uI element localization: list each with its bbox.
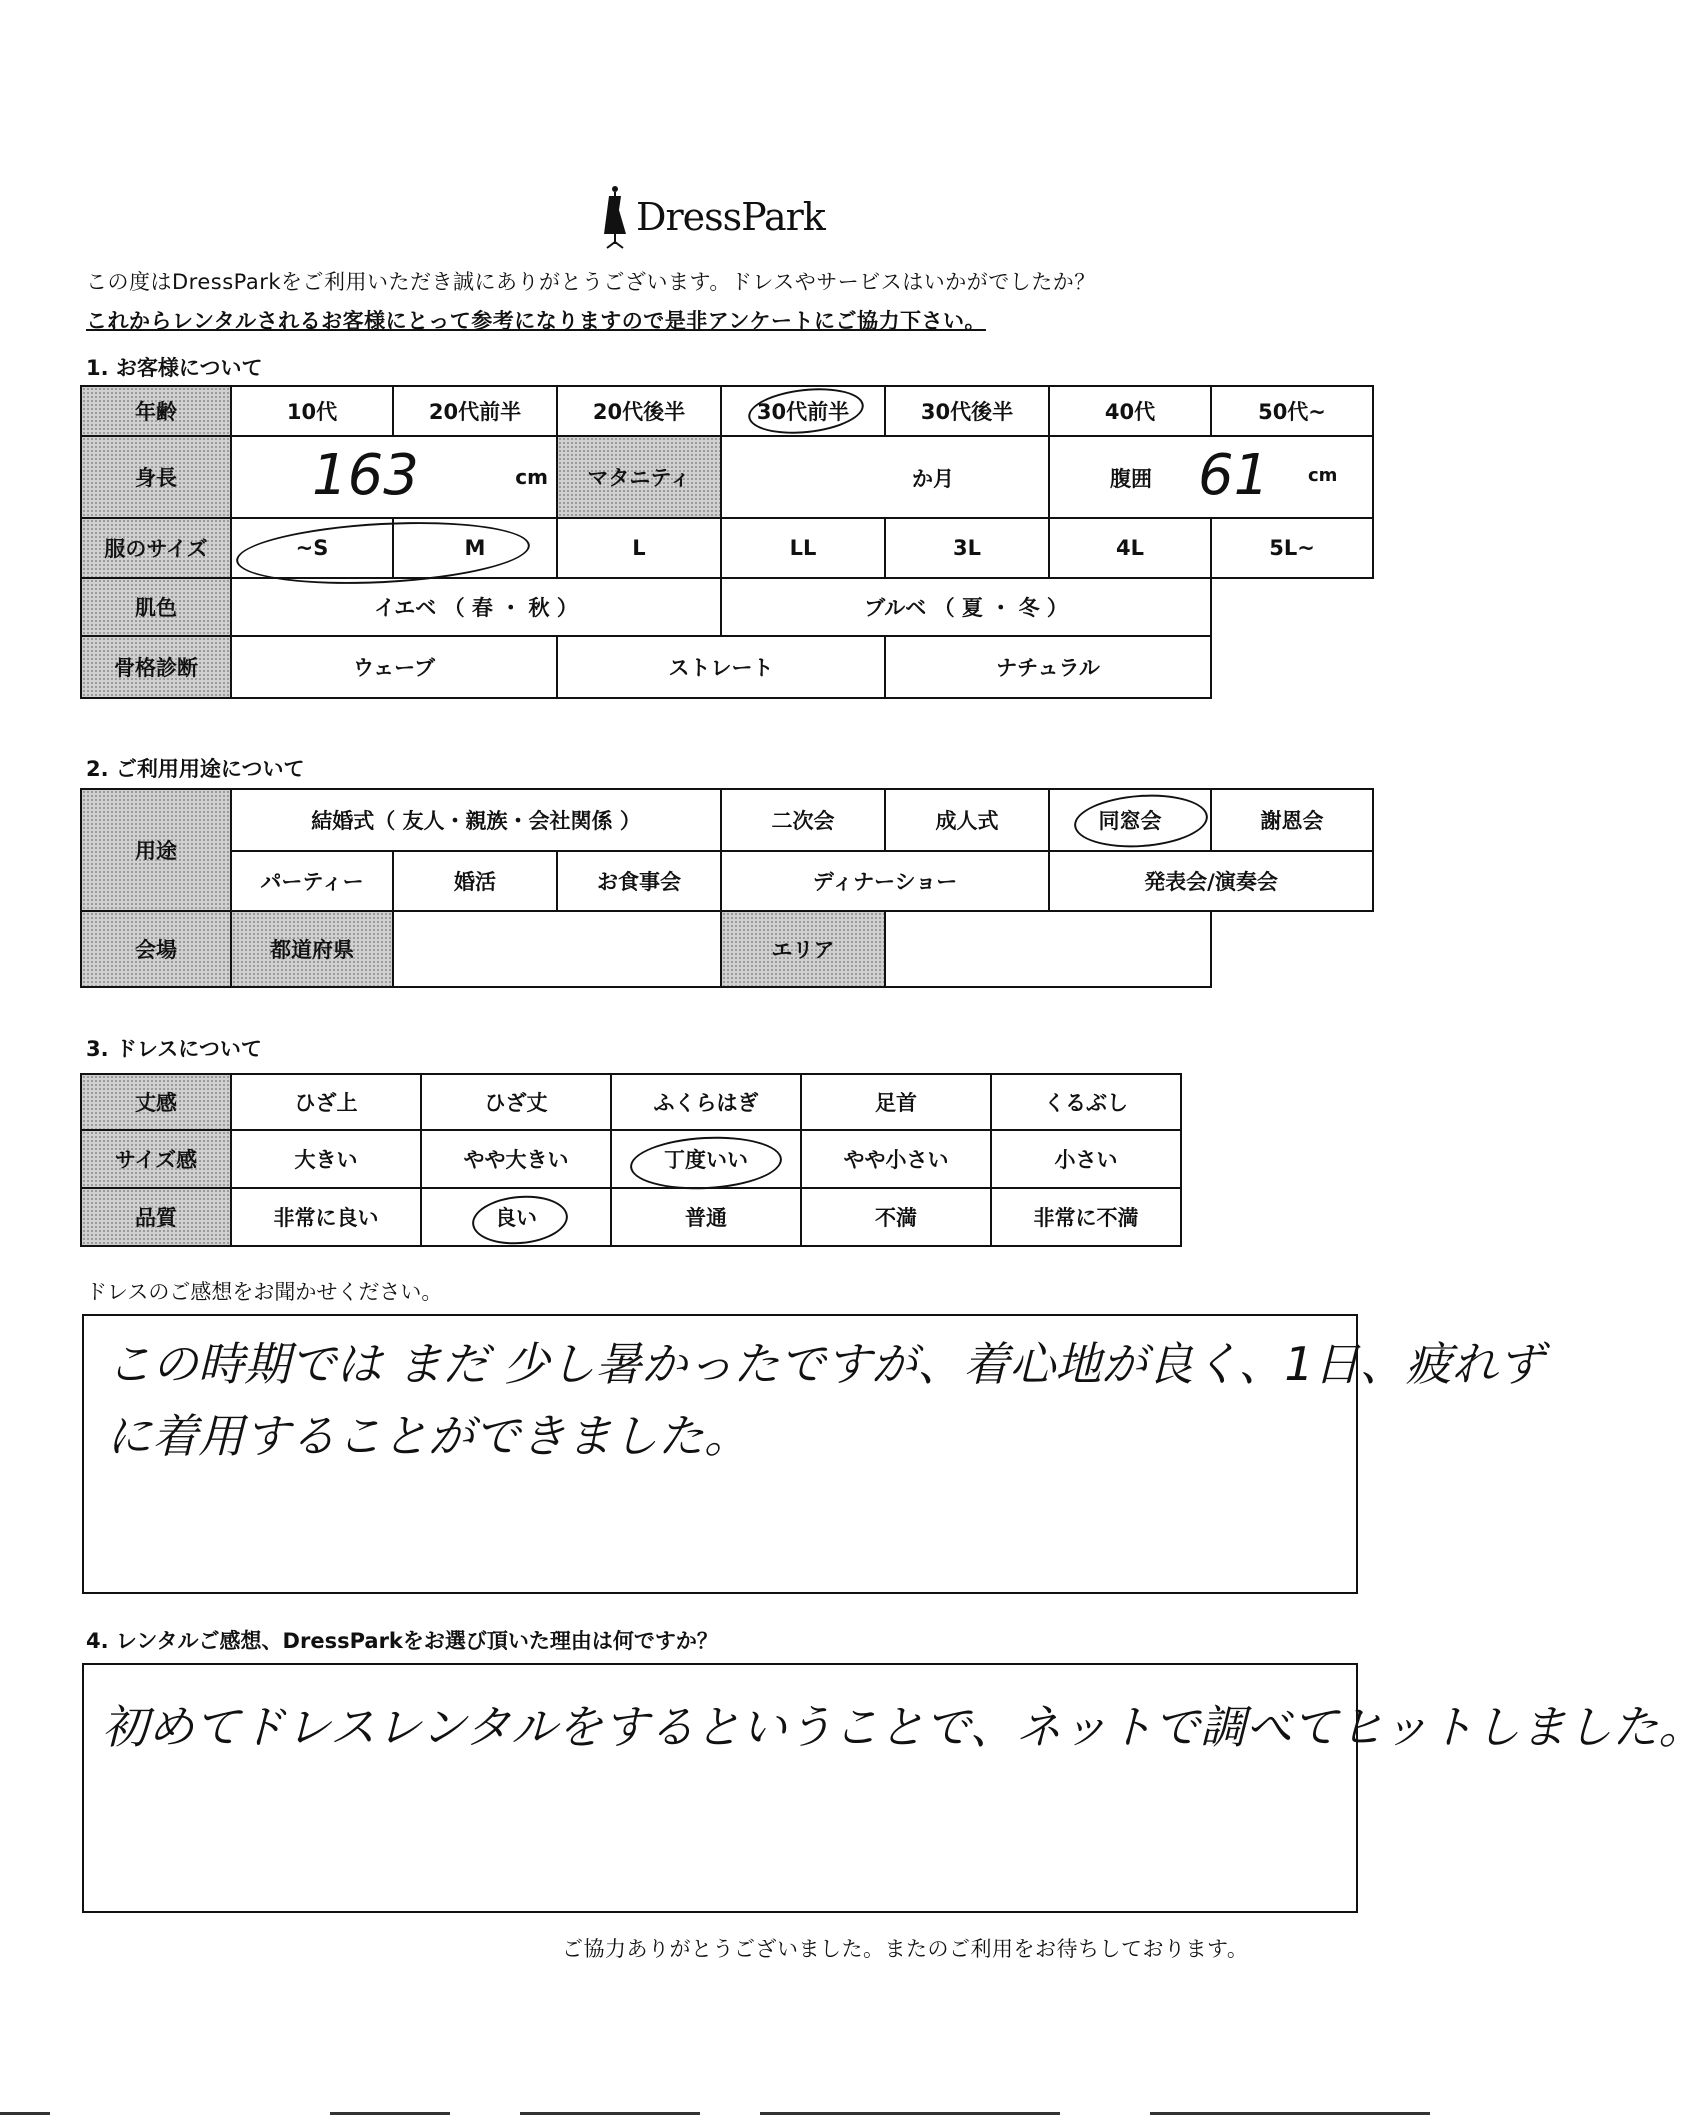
skeleton-label: 骨格診断	[81, 636, 231, 698]
skin-label: 肌色	[81, 578, 231, 636]
age-option[interactable]: 50代~	[1211, 386, 1373, 436]
reason-box[interactable]	[82, 1663, 1704, 1913]
fit-option[interactable]: 大きい	[231, 1130, 421, 1188]
size-option[interactable]: LL	[721, 518, 885, 578]
comment-box[interactable]	[82, 1314, 1544, 1594]
age-label: 年齢	[81, 386, 231, 436]
scan-mark	[760, 2112, 1060, 2115]
quality-option[interactable]: 非常に不満	[991, 1188, 1181, 1246]
scan-mark	[0, 2112, 50, 2115]
waist-value: 61	[1198, 443, 1270, 508]
age-option[interactable]: 30代後半	[885, 386, 1049, 436]
skeleton-option[interactable]: ウェーブ	[231, 636, 557, 698]
height-cell[interactable]	[231, 436, 557, 518]
size-option[interactable]: 5L~	[1211, 518, 1373, 578]
age-option[interactable]: 20代後半	[557, 386, 721, 436]
purpose-label: 用途	[81, 789, 231, 911]
section4-title: 4. レンタルご感想、DressParkをお選び頂いた理由は何ですか？	[86, 1629, 718, 1653]
quality-label: 品質	[81, 1188, 231, 1246]
purpose-option[interactable]: 二次会	[721, 789, 885, 851]
age-option[interactable]: 20代前半	[393, 386, 557, 436]
age-option-selected[interactable]: 30代前半	[721, 386, 885, 436]
purpose-option[interactable]: 成人式	[885, 789, 1049, 851]
scan-mark	[330, 2112, 450, 2115]
skeleton-option[interactable]: ナチュラル	[885, 636, 1211, 698]
size-label: 服のサイズ	[81, 518, 231, 578]
area-field[interactable]	[885, 911, 1211, 987]
scan-mark	[1150, 2112, 1430, 2115]
comment-line: に着用することができました。	[106, 1409, 750, 1463]
skeleton-option[interactable]: ストレート	[557, 636, 885, 698]
fit-option[interactable]: やや大きい	[421, 1130, 611, 1188]
height-label: 身長	[81, 436, 231, 518]
fit-option[interactable]: やや小さい	[801, 1130, 991, 1188]
size-option-selected[interactable]: ~S	[231, 518, 393, 578]
fit-label: サイズ感	[81, 1130, 231, 1188]
fit-option-selected[interactable]: 丁度いい	[611, 1130, 801, 1188]
purpose-option[interactable]: 謝恩会	[1211, 789, 1373, 851]
waist-unit: cm	[1308, 465, 1338, 486]
logo	[600, 182, 825, 252]
logo-text: DressPark	[636, 195, 825, 239]
waist-cell[interactable]	[1049, 436, 1373, 518]
purpose-option[interactable]: 結婚式（ 友人・親族・会社関係 ）	[231, 789, 721, 851]
maternity-unit: か月	[912, 467, 954, 491]
section3-title: 3. ドレスについて	[86, 1037, 262, 1061]
intro-text: この度はDressParkをご利用いただき誠にありがとうございます。ドレスやサービスはいかがでしたか？	[86, 270, 1096, 294]
length-label: 丈感	[81, 1074, 231, 1130]
skin-blue[interactable]: ブルベ （ 夏 ・ 冬 ）	[721, 578, 1211, 636]
purpose-option[interactable]: お食事会	[557, 851, 721, 911]
length-option[interactable]: ひざ上	[231, 1074, 421, 1130]
purpose-option[interactable]: 婚活	[393, 851, 557, 911]
quality-option[interactable]: 不満	[801, 1188, 991, 1246]
dress-mannequin-icon	[600, 184, 630, 250]
intro-request: これからレンタルされるお客様にとって参考になりますので是非アンケートにご協力下さい。	[86, 309, 986, 333]
length-option[interactable]: くるぶし	[991, 1074, 1181, 1130]
height-value: 163	[312, 443, 419, 508]
prefecture-field[interactable]	[393, 911, 721, 987]
size-option[interactable]: 4L	[1049, 518, 1211, 578]
scan-mark	[520, 2112, 700, 2115]
height-unit: cm	[515, 465, 548, 489]
purpose-option[interactable]: 発表会/演奏会	[1049, 851, 1373, 911]
section2-title: 2. ご利用用途について	[86, 757, 305, 781]
age-option[interactable]: 40代	[1049, 386, 1211, 436]
skin-yellow[interactable]: イエベ （ 春 ・ 秋 ）	[231, 578, 721, 636]
prefecture-label: 都道府県	[231, 911, 393, 987]
size-option-selected[interactable]: M	[393, 518, 557, 578]
quality-option[interactable]: 普通	[611, 1188, 801, 1246]
maternity-label: マタニティ	[557, 436, 721, 518]
purpose-option[interactable]: ディナーショー	[721, 851, 1049, 911]
area-label: エリア	[721, 911, 885, 987]
purpose-option[interactable]: パーティー	[231, 851, 393, 911]
reason-answer: 初めてドレスレンタルをするということで、ネットで調べてヒットしました。	[102, 1700, 1704, 1754]
fit-option[interactable]: 小さい	[991, 1130, 1181, 1188]
length-option[interactable]: ひざ丈	[421, 1074, 611, 1130]
purpose-option-selected[interactable]: 同窓会	[1049, 789, 1211, 851]
maternity-cell[interactable]	[721, 436, 1049, 518]
closing-text: ご協力ありがとうございました。またのご利用をお待ちしております。	[562, 1937, 1249, 1961]
quality-option-selected[interactable]: 良い	[421, 1188, 611, 1246]
quality-option[interactable]: 非常に良い	[231, 1188, 421, 1246]
comment-line: この時期では まだ 少し暑かったですが、着心地が良く、1日、疲れず	[106, 1337, 1544, 1391]
size-option[interactable]: 3L	[885, 518, 1049, 578]
waist-label: 腹囲	[1110, 467, 1152, 491]
section1-title: 1. お客様について	[86, 356, 263, 380]
age-option[interactable]: 10代	[231, 386, 393, 436]
comment-prompt: ドレスのご感想をお聞かせください。	[86, 1280, 443, 1304]
venue-label: 会場	[81, 911, 231, 987]
length-option[interactable]: ふくらはぎ	[611, 1074, 801, 1130]
length-option[interactable]: 足首	[801, 1074, 991, 1130]
size-option[interactable]: L	[557, 518, 721, 578]
